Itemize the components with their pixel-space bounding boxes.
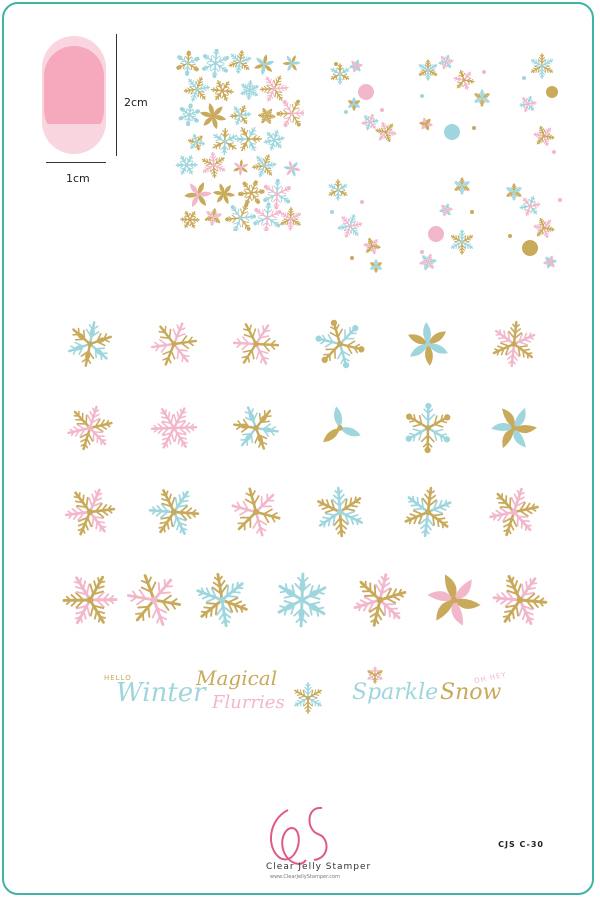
snowflake-swoosh-design-1 <box>326 52 406 152</box>
snowflake-r1c1 <box>60 314 120 374</box>
width-label: 1cm <box>66 172 90 185</box>
brand-url: www.ClearJellyStamper.com <box>270 874 340 880</box>
word-flurries: Flurries <box>212 692 285 713</box>
snowflake-r1c4 <box>310 314 370 374</box>
snowflake-r2c2 <box>144 398 204 458</box>
snowflake-r1c2 <box>144 314 204 374</box>
height-dimension-line <box>116 34 117 156</box>
snowflake-r2c6 <box>484 398 544 458</box>
word-snow: Snow <box>440 680 502 705</box>
snowflake-r3c6 <box>484 482 544 542</box>
snowflake-r3c2 <box>144 482 204 542</box>
snowflake-full-cover-design <box>174 49 304 231</box>
snowflake-r3c3 <box>226 482 286 542</box>
snowflake-swoosh-design-2 <box>322 172 390 276</box>
small-snowflake-word-row <box>290 680 326 716</box>
snowflake-r1c3 <box>226 314 286 374</box>
snowflake-r2c1 <box>60 398 120 458</box>
word-winter: Winter <box>116 678 206 708</box>
snowflake-r3c4 <box>310 482 370 542</box>
snowflake-r2c3 <box>226 398 286 458</box>
plate-code: CJS C-30 <box>498 840 544 849</box>
snowflake-r4c2 <box>124 570 184 630</box>
snowflake-r2c4 <box>310 398 370 458</box>
height-label: 2cm <box>124 96 148 109</box>
nail-shape-guide <box>42 36 106 154</box>
width-dimension-line <box>46 162 106 163</box>
brand-name: Clear Jelly Stamper <box>266 862 372 872</box>
snowflake-column-design <box>514 44 564 158</box>
word-sparkle: Sparkle <box>352 680 439 705</box>
snowflake-wreath-design <box>412 52 498 142</box>
snowflake-r3c5 <box>398 482 458 542</box>
snowflake-r4c1 <box>60 570 120 630</box>
snowflake-r4c7 <box>490 570 550 630</box>
snowflake-r4c6 <box>424 570 484 630</box>
snowflake-r1c6 <box>484 314 544 374</box>
snowflake-swoosh-design-4 <box>500 176 566 276</box>
snowflake-r4c4 <box>272 570 332 630</box>
word-hello: HELLO <box>104 674 132 682</box>
word-oh-hey: OH HEY <box>473 670 508 686</box>
stamping-plate <box>2 2 594 895</box>
snowflake-swoosh-design-3 <box>412 172 480 276</box>
snowflake-r1c5 <box>398 314 458 374</box>
snowflake-r2c5 <box>398 398 458 458</box>
word-magical: Magical <box>196 666 278 690</box>
snowflake-r3c1 <box>60 482 120 542</box>
snowflake-r4c3 <box>192 570 252 630</box>
snowflake-r4c5 <box>350 570 410 630</box>
